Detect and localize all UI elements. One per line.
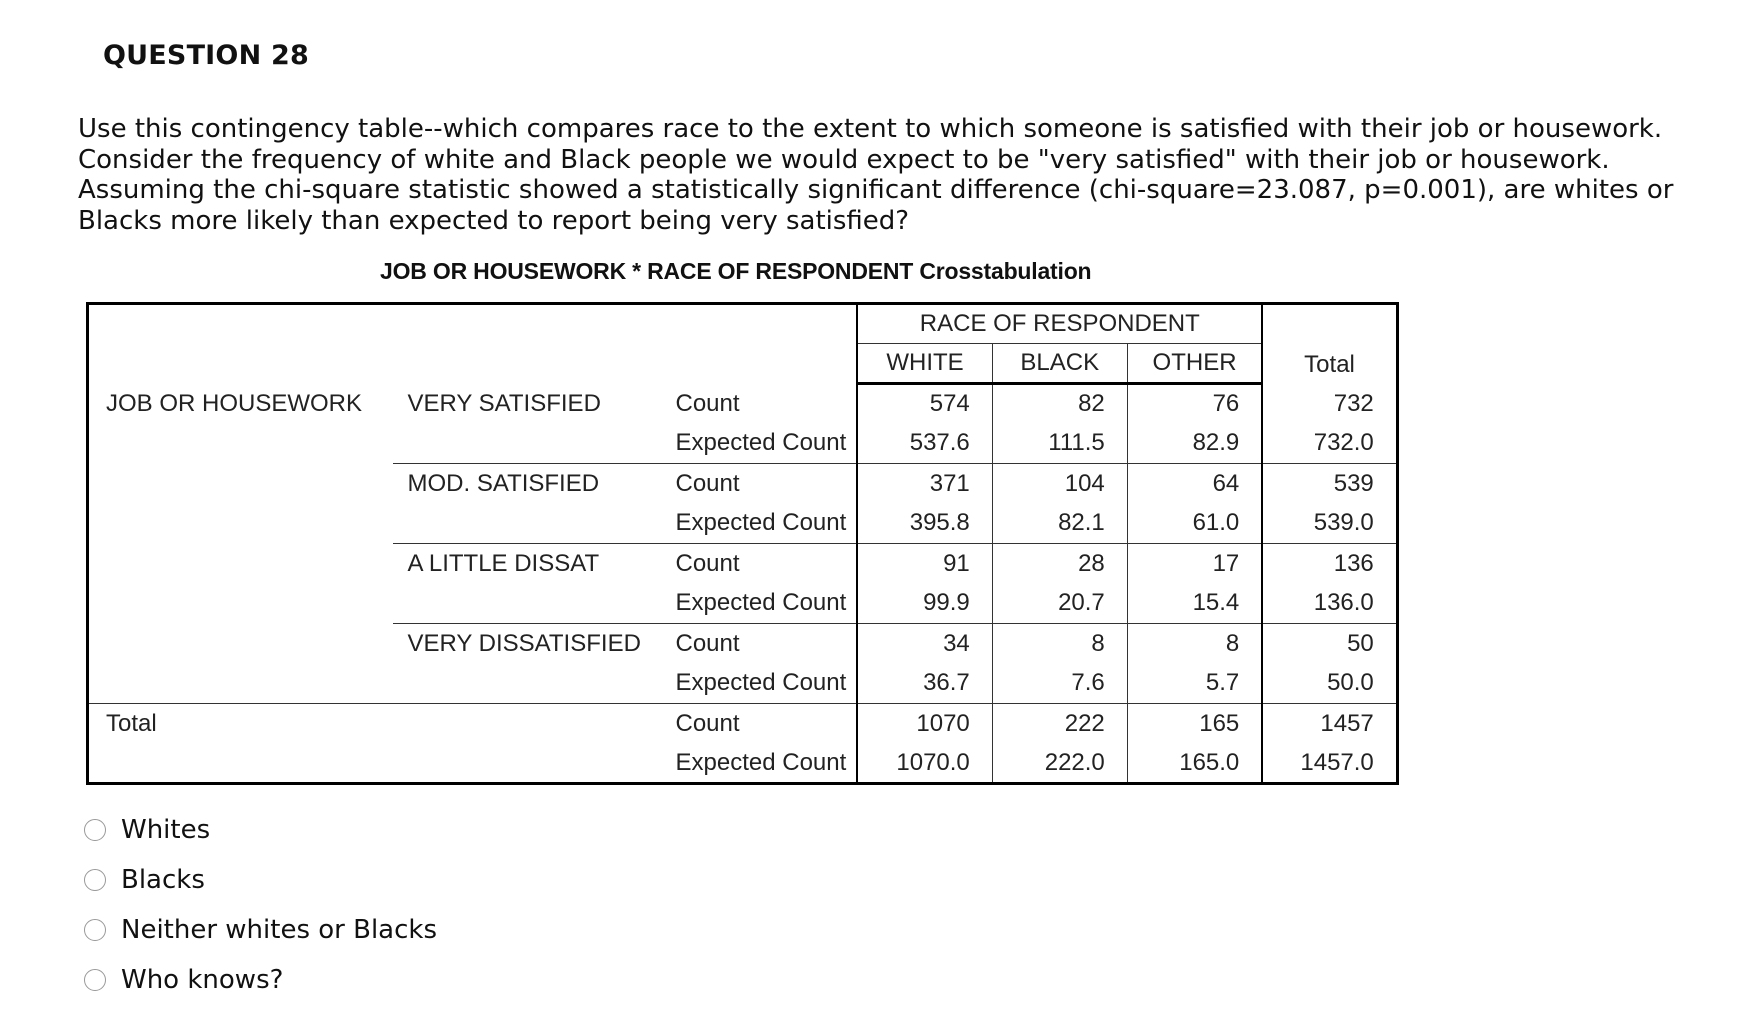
table-cell: 1070.0 xyxy=(857,744,992,784)
table-cell: 1070 xyxy=(857,704,992,744)
table-cell: 76 xyxy=(1127,384,1262,424)
table-row xyxy=(88,544,1398,584)
table-cell: 1457.0 xyxy=(1300,748,1374,776)
stat-label: Count xyxy=(661,704,858,744)
question-text: Use this contingency table--which compares race to the extent to which someone is satisfied with their job or housework. Consider the frequency of white and Black people we would expect to be "very satisfied" with their job or housework. Assuming the chi-square statistic showed a statistically significant difference (chi-square=23.087, p=0.001), are whites or Blacks more likely than expected to report being very satisfied? xyxy=(78,114,1674,236)
table-cell: 165 xyxy=(1127,704,1262,744)
stat-label: Count xyxy=(661,624,858,664)
table-cell: 136 xyxy=(1262,544,1397,584)
row-category-label: MOD. SATISFIED xyxy=(393,464,661,504)
stat-label: Count xyxy=(661,544,858,584)
radio-button[interactable] xyxy=(84,919,106,941)
row-var-label: Total xyxy=(88,704,393,744)
table-cell: 8 xyxy=(1127,624,1262,664)
table-cell: 91 xyxy=(857,544,992,584)
table-cell: 61.0 xyxy=(1127,504,1262,544)
total-col-header: Total xyxy=(1304,350,1355,378)
col-header-other: OTHER xyxy=(1127,344,1262,384)
table-cell: 222.0 xyxy=(992,744,1127,784)
table-row xyxy=(88,504,1398,544)
row-category-label: VERY DISSATISFIED xyxy=(393,624,661,664)
table-cell: 539 xyxy=(1262,464,1397,504)
stat-label: Expected Count xyxy=(661,744,858,784)
table-row xyxy=(88,584,1398,624)
choice-who-knows[interactable] xyxy=(84,955,437,1005)
table-cell: 50 xyxy=(1262,624,1397,664)
table-cell: 64 xyxy=(1127,464,1262,504)
crosstab-table xyxy=(86,302,1399,785)
table-row xyxy=(88,424,1398,464)
radio-button[interactable] xyxy=(84,969,106,991)
choice-label: Blacks xyxy=(121,865,205,895)
table-row xyxy=(88,744,1398,784)
row-category-label xyxy=(393,744,661,784)
table-row xyxy=(88,624,1398,664)
table-cell: 7.6 xyxy=(992,664,1127,704)
table-cell: 17 xyxy=(1127,544,1262,584)
stat-label: Expected Count xyxy=(661,424,858,464)
table-cell: 34 xyxy=(857,624,992,664)
table-cell: 371 xyxy=(857,464,992,504)
col-group-header: RACE OF RESPONDENT xyxy=(857,304,1262,344)
table-cell: 136.0 xyxy=(1313,589,1374,617)
choice-blacks[interactable] xyxy=(84,855,437,905)
choice-label: Neither whites or Blacks xyxy=(121,915,438,945)
row-category-label xyxy=(393,664,661,704)
header-blank xyxy=(88,304,858,384)
col-header-black: BLACK xyxy=(992,344,1127,384)
row-category-label xyxy=(393,504,661,544)
table-cell: 537.6 xyxy=(857,424,992,464)
stat-label: Expected Count xyxy=(661,584,858,624)
table-cell: 574 xyxy=(857,384,992,424)
radio-button[interactable] xyxy=(84,869,106,891)
row-var-label xyxy=(88,664,393,704)
table-cell: 104 xyxy=(992,464,1127,504)
table-cell: 111.5 xyxy=(992,424,1127,464)
row-var-label xyxy=(88,544,393,584)
row-var-label xyxy=(88,624,393,664)
table-cell: 222 xyxy=(992,704,1127,744)
row-category-label xyxy=(393,584,661,624)
stat-label: Count xyxy=(661,464,858,504)
row-var-label xyxy=(88,504,393,544)
table-cell: 8 xyxy=(992,624,1127,664)
row-var-label xyxy=(88,424,393,464)
table-cell: 99.9 xyxy=(857,584,992,624)
table-cell: 28 xyxy=(992,544,1127,584)
choice-label: Who knows? xyxy=(121,965,284,995)
table-cell: 82 xyxy=(992,384,1127,424)
table-row xyxy=(88,464,1398,504)
table-row xyxy=(88,704,1398,744)
row-var-label xyxy=(88,584,393,624)
row-var-label xyxy=(88,744,393,784)
table-row xyxy=(88,664,1398,704)
stat-label: Count xyxy=(661,384,858,424)
row-category-label: VERY SATISFIED xyxy=(407,389,601,417)
table-cell: 36.7 xyxy=(857,664,992,704)
table-cell: 732 xyxy=(1333,389,1374,417)
crosstab-title: JOB OR HOUSEWORK * RACE OF RESPONDENT Crosstabulation xyxy=(380,258,1092,284)
table-cell: 15.4 xyxy=(1127,584,1262,624)
choice-whites[interactable] xyxy=(84,805,437,855)
answer-choices xyxy=(84,805,437,1005)
table-cell: 5.7 xyxy=(1127,664,1262,704)
table-cell: 395.8 xyxy=(857,504,992,544)
choice-label: Whites xyxy=(121,815,211,845)
col-header-white: WHITE xyxy=(857,344,992,384)
row-category-label xyxy=(393,704,661,744)
table-cell: 82.9 xyxy=(1127,424,1262,464)
table-row xyxy=(88,384,1398,424)
question-title: QUESTION 28 xyxy=(103,40,309,71)
table-cell: 82.1 xyxy=(992,504,1127,544)
row-var-label: JOB OR HOUSEWORK xyxy=(106,389,363,417)
table-cell: 539.0 xyxy=(1313,509,1374,537)
table-cell: 50.0 xyxy=(1327,669,1374,697)
table-cell: 165.0 xyxy=(1127,744,1262,784)
stat-label: Expected Count xyxy=(661,664,858,704)
choice-neither[interactable] xyxy=(84,905,437,955)
row-category-label xyxy=(393,424,661,464)
row-category-label: A LITTLE DISSAT xyxy=(393,544,661,584)
radio-button[interactable] xyxy=(84,819,106,841)
table-cell: 732.0 xyxy=(1313,429,1374,457)
table-cell: 20.7 xyxy=(992,584,1127,624)
row-var-label xyxy=(88,464,393,504)
table-cell: 1457 xyxy=(1262,704,1397,744)
stat-label: Expected Count xyxy=(661,504,858,544)
